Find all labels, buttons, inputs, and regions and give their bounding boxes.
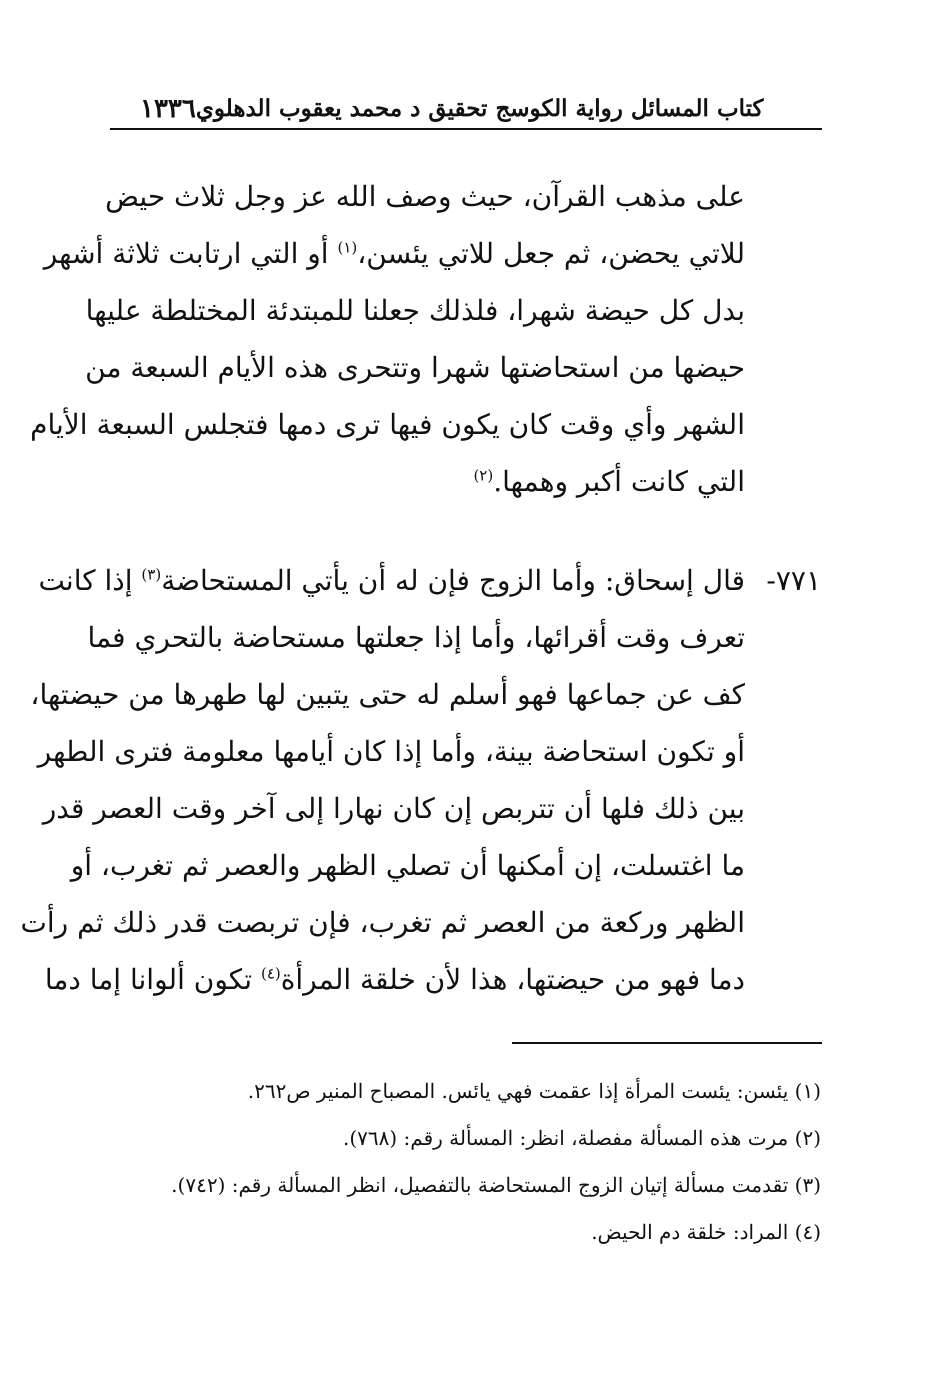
text-line: للاتي يحضن، ثم جعل للاتي يئسن،$^{(١)}$ أو التي ارتابت ثلاثة أشهر: [43, 237, 745, 270]
entry-text: [20, 552, 745, 1008]
footnote-3: (٣) تقدمت مسألة إتيان الزوج المستحاضة بالتفصيل، انظر المسألة رقم: (٧٤٢).: [171, 1173, 821, 1197]
text-line: بدل كل حيضة شهرا، فلذلك جعلنا للمبتدئة المختلطة عليها: [85, 294, 745, 327]
text-line: على مذهب القرآن، حيث وصف الله عز وجل ثلاث حيض: [105, 180, 745, 213]
footnote-divider: [512, 1042, 822, 1044]
footnote-marker-3[interactable]: (٣): [141, 565, 162, 584]
running-header: [110, 84, 822, 130]
text-line: كف عن جماعها فهو أسلم له حتى يتبين لها طهرها من حيضتها،: [30, 678, 745, 711]
text-line: قال إسحاق: وأما الزوج فإن له أن يأتي المستحاضة$^{(٣)}$ إذا كانت: [38, 564, 745, 597]
footnote-4: (٤) المراد: خلقة دم الحيض.: [591, 1220, 821, 1244]
text-line: بين ذلك فلها أن تتربص إن كان نهارا إلى آخر وقت العصر قدر: [42, 792, 745, 825]
footnote-marker-2[interactable]: (٢): [473, 466, 494, 485]
footnotes: [109, 1068, 821, 1256]
paragraph-continued: [30, 168, 745, 510]
footnote-1: (١) يئسن: يئست المرأة إذا عقمت فهي يائس. المصباح المنير ص٢٦٢.: [247, 1079, 821, 1103]
text-line: الشهر وأي وقت كان يكون فيها ترى دمها فتجلس السبعة الأيام: [30, 408, 745, 441]
text-line: حيضها من استحاضتها شهرا وتتحرى هذه الأيام السبعة من: [85, 351, 745, 384]
entry-771: [20, 552, 821, 1008]
footnote-marker-4[interactable]: (٤): [260, 964, 281, 983]
book-title: كتاب المسائل رواية الكوسج تحقيق د محمد يعقوب الدهلوي: [195, 95, 764, 122]
text-line: ما اغتسلت، إن أمكنها أن تصلي الظهر والعصر ثم تغرب، أو: [70, 849, 745, 882]
footnote-marker-1[interactable]: (١): [337, 238, 358, 257]
page-number: ١٣٣٦: [140, 94, 196, 124]
entry-number: ٧٧١-: [766, 564, 821, 597]
text-line: أو تكون استحاضة بينة، وأما إذا كان أيامها معلومة فترى الطهر: [37, 735, 745, 768]
text-line: تعرف وقت أقرائها، وأما إذا جعلتها مستحاضة بالتحري فما: [87, 621, 745, 654]
text-line: دما فهو من حيضتها، هذا لأن خلقة المرأة$^{(٤)}$ تكون ألوانا إما دما: [44, 963, 745, 996]
footnote-2: (٢) مرت هذه المسألة مفصلة، انظر: المسألة رقم: (٧٦٨).: [342, 1126, 821, 1150]
text-line: التي كانت أكبر وهمها.$^{(٢)}$: [473, 465, 745, 498]
text-line: الظهر وركعة من العصر ثم تغرب، فإن تربصت قدر ذلك ثم رأت: [20, 906, 745, 939]
